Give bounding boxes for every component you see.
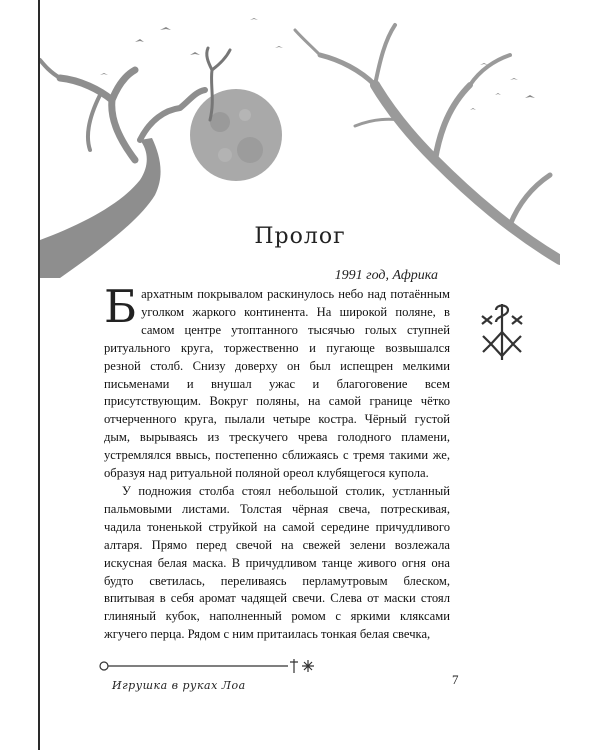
page-number: 7 — [452, 672, 459, 687]
rune-symbol-icon — [477, 300, 527, 364]
paragraph-2: У подножия столба стоял небольшой столик, устланный пальмовыми листами. Толстая чёрная свеча, потрескивая, чадила тоненькой струйкой на самой середине причудливого алтаря. Прямо перед свечой на свежей зелени возлежала искусная белая маска. В причудливом танце живого огня она будто светилась, переливаясь перламутровым блеском, впитывая в себя аромат чадящей свечи. Слева от маски стоял глиняный кубок, наполненный ромом с яркими кляксами жгучего перца. Рядом с ним притаилась тонкая белая свечка, — [104, 483, 450, 642]
chapter-body — [104, 280, 450, 644]
footer-book-title: Игрушка в руках Лоа — [112, 679, 246, 692]
flying-birds — [100, 18, 535, 110]
paragraph-1-text: архатным покрывалом раскинулось небо над потаённым уголком жаркого континента. На широкой поляне, в самом центре утоптанного тысячью голых ступней ритуального круга, торжественно и пугающе возвышался резной столб. Снизу доверху он был испещрен мелкими письменами и внушал ужас и благоговение всем присутствующим. Вокруг поляны, на самой границе чётко отчерченного круга, пылали четыре костра. Чёрный густой дым, вырываясь из трескучего чрева голодного пламени, устремлялся ввысь, постепенно сближаясь с тремя такими же, образуя над ритуальной поляной ореол клубящегося купола. — [104, 287, 450, 481]
paragraph-1 — [104, 280, 450, 483]
chapter-title: Пролог — [254, 224, 346, 249]
footer-ornament-line — [98, 658, 328, 674]
place-date-caption: 1991 год, Африка — [334, 268, 438, 283]
moon — [190, 89, 282, 181]
drop-cap: Б — [104, 280, 138, 333]
